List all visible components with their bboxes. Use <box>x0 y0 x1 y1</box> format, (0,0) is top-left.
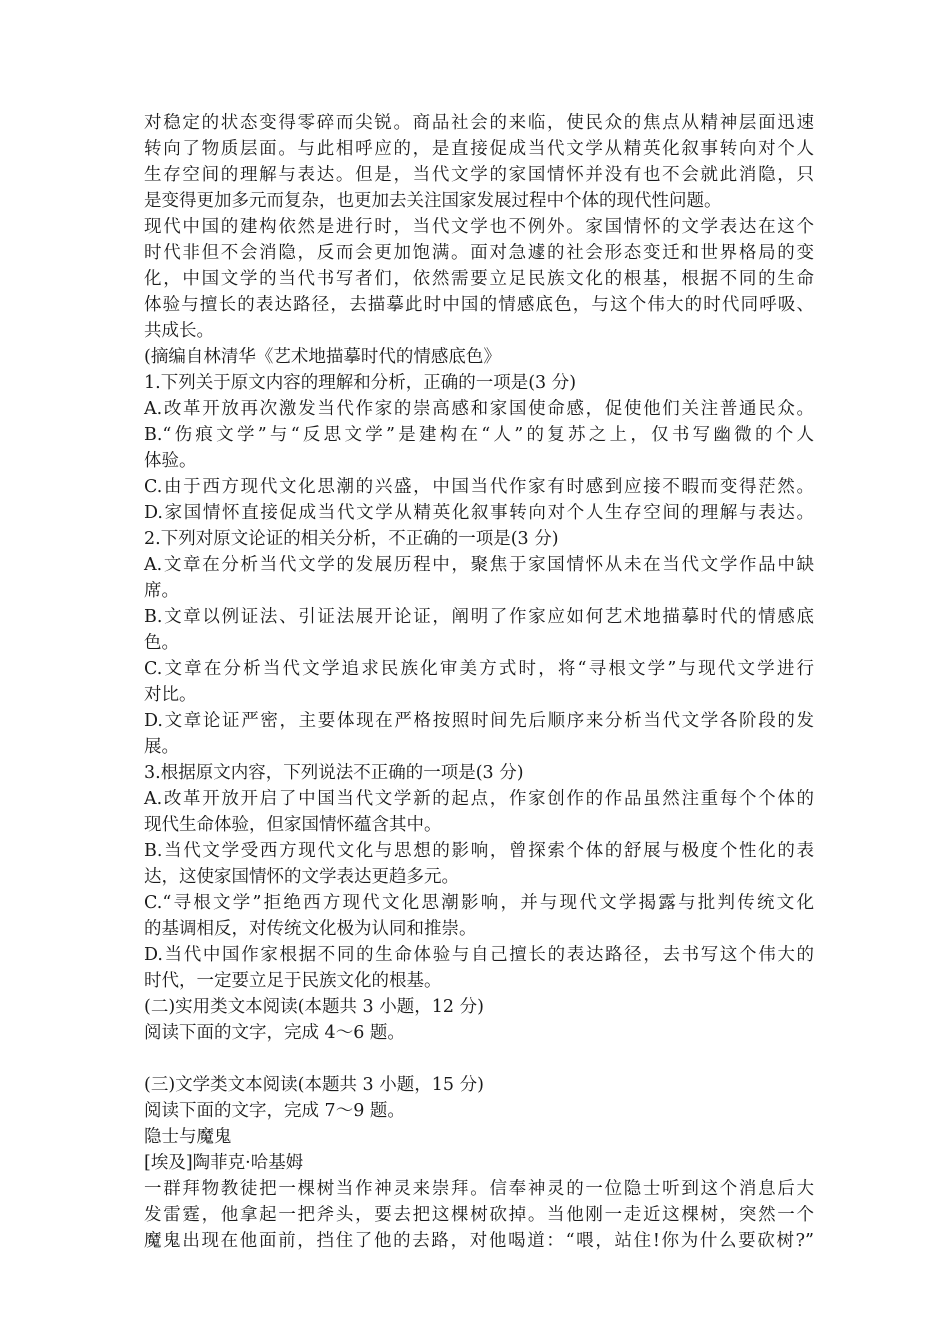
text-line: 现代生命体验，但家国情怀蕴含其中。 <box>144 815 442 835</box>
text-line: D.家国情怀直接促成当代文学从精英化叙事转向对个人生存空间的理解与表达。 <box>144 503 814 523</box>
text-line: 魔鬼出现在他面前，挡住了他的去路，对他喝道：“喂，站住!你为什么要砍树?” <box>144 1231 814 1251</box>
text-line: 体验与擅长的表达路径，去描摹此时中国的情感底色，与这个伟大的时代同呼吸、 <box>144 295 814 315</box>
text-line: 共成长。 <box>144 321 214 341</box>
text-line: 的基调相反，对传统文化极为认同和推崇。 <box>144 919 477 939</box>
text-line: 化，中国文学的当代书写者们，依然需要立足民族文化的根基，根据不同的生命 <box>144 269 814 289</box>
text-line: 阅读下面的文字，完成 7～9 题。 <box>144 1101 405 1121</box>
text-line: 色。 <box>144 633 179 653</box>
text-line: A.文章在分析当代文学的发展历程中，聚焦于家国情怀从未在当代文学作品中缺 <box>144 555 814 575</box>
text-line: 生存空间的理解与表达。但是，当代文学的家国情怀并没有也不会就此消隐，只 <box>144 165 814 185</box>
text-line: 隐士与魔鬼 <box>144 1127 232 1147</box>
text-line: 达，这使家国情怀的文学表达更趋多元。 <box>144 867 459 887</box>
text-line: 一群拜物教徒把一棵树当作神灵来崇拜。信奉神灵的一位隐士听到这个消息后大 <box>144 1179 814 1199</box>
text-line: D.当代中国作家根据不同的生命体验与自己擅长的表达路径，去书写这个伟大的 <box>144 945 814 965</box>
text-line: B.“伤痕文学”与“反思文学”是建构在“人”的复苏之上，仅书写幽微的个人 <box>144 425 814 445</box>
text-line: 是变得更加多元而复杂，也更加去关注国家发展过程中个体的现代性问题。 <box>144 191 722 211</box>
text-line: 阅读下面的文字，完成 4～6 题。 <box>144 1023 405 1043</box>
blank-line <box>144 1046 814 1072</box>
text-line: 体验。 <box>144 451 197 471</box>
text-line: D.文章论证严密，主要体现在严格按照时间先后顺序来分析当代文学各阶段的发 <box>144 711 814 731</box>
text-line: 2.下列对原文论证的相关分析，不正确的一项是(3 分) <box>144 529 559 549</box>
text-line: C.“寻根文学”拒绝西方现代文化思潮影响，并与现代文学揭露与批判传统文化 <box>144 893 814 913</box>
text-line: (二)实用类文本阅读(本题共 3 小题，12 分) <box>144 997 484 1017</box>
text-line: [埃及]陶菲克·哈基姆 <box>144 1153 304 1173</box>
text-line: 时代非但不会消隐，反而会更加饱满。面对急遽的社会形态变迁和世界格局的变 <box>144 243 814 263</box>
text-line: A.改革开放再次激发当代作家的崇高感和家国使命感，促使他们关注普通民众。 <box>144 399 814 419</box>
text-line: (摘编自林清华《艺术地描摹时代的情感底色》 <box>144 347 501 367</box>
document-page <box>144 110 814 1254</box>
text-line: 现代中国的建构依然是进行时，当代文学也不例外。家国情怀的文学表达在这个 <box>144 217 814 237</box>
text-line: (三)文学类文本阅读(本题共 3 小题，15 分) <box>144 1075 484 1095</box>
text-line: 时代，一定要立足于民族文化的根基。 <box>144 971 442 991</box>
text-line: 发雷霆，他拿起一把斧头，要去把这棵树砍掉。当他刚一走近这棵树，突然一个 <box>144 1205 814 1225</box>
text-line: 展。 <box>144 737 179 757</box>
text-line: B.当代文学受西方现代文化与思想的影响，曾探索个体的舒展与极度个性化的表 <box>144 841 814 861</box>
text-line: C.由于西方现代文化思潮的兴盛，中国当代作家有时感到应接不暇而变得茫然。 <box>144 477 814 497</box>
text-line: 对稳定的状态变得零碎而尖锐。商品社会的来临，使民众的焦点从精神层面迅速 <box>144 113 814 133</box>
text-line: B.文章以例证法、引证法展开论证，阐明了作家应如何艺术地描摹时代的情感底 <box>144 607 814 627</box>
text-line: 席。 <box>144 581 179 601</box>
text-line: A.改革开放开启了中国当代文学新的起点，作家创作的作品虽然注重每个个体的 <box>144 789 814 809</box>
text-line: 对比。 <box>144 685 197 705</box>
text-line: 转向了物质层面。与此相呼应的，是直接促成当代文学从精英化叙事转向对个人 <box>144 139 814 159</box>
text-line: 1.下列关于原文内容的理解和分析，正确的一项是(3 分) <box>144 373 577 393</box>
text-line: C.文章在分析当代文学追求民族化审美方式时，将“寻根文学”与现代文学进行 <box>144 659 814 679</box>
text-line: 3.根据原文内容，下列说法不正确的一项是(3 分) <box>144 763 524 783</box>
